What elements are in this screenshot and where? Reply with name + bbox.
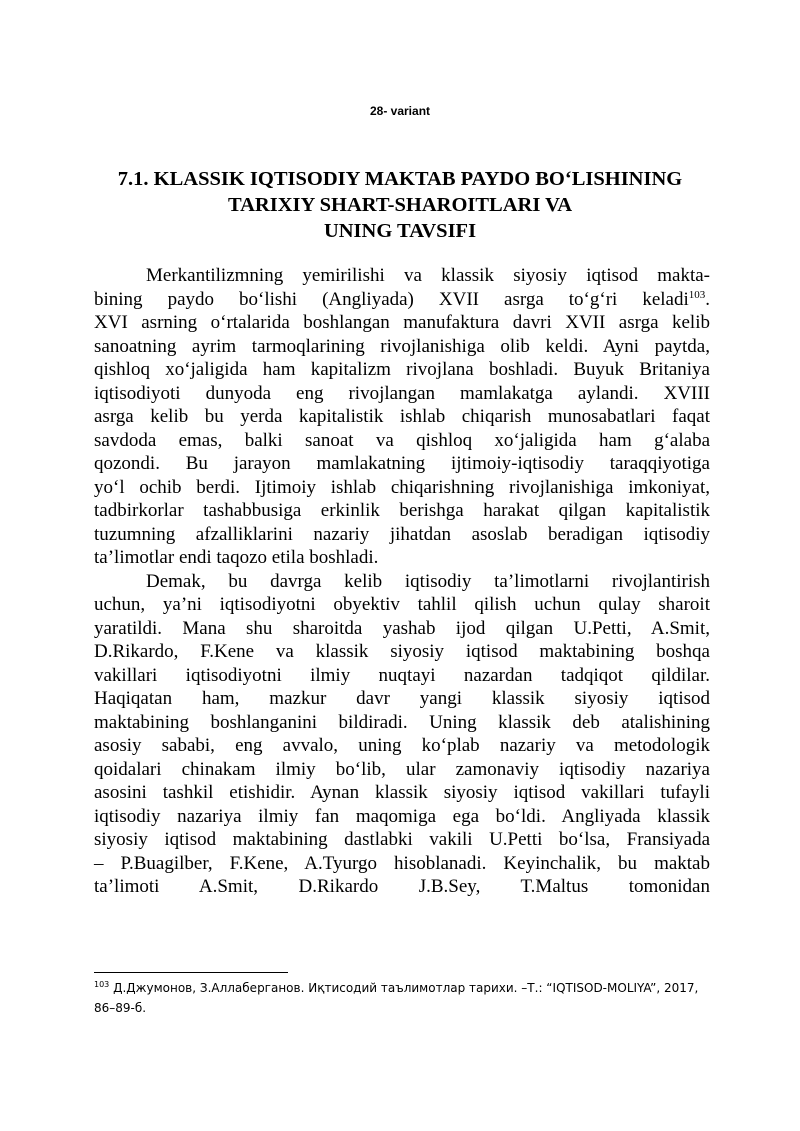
footnote-number: 103 [94,980,110,989]
text-line: qishloq xo‘jaligida ham kapitalizm rivojlana boshladi. Buyuk Britaniya [94,359,710,380]
title-line-2: TARIXIY SHART-SHAROITLARI VA [227,194,573,216]
text-line-content: bining paydo bo‘lishi (Angliyada) XVII asrga to‘g‘ri keladi [94,288,689,310]
text-line: uchun, ya’ni iqtisodiyotni obyektiv tahlil qilish uchun qulay sharoit [94,594,710,615]
text-line: yaratildi. Mana shu sharoitda yashab ijod qilgan U.Petti, A.Smit, [94,617,710,639]
text-line: tadbirkorlar tashabbusiga erkinlik berishga harakat qilgan kapitalistik [94,500,710,521]
text-line: – P.Buagilber, F.Kene, A.Tyurgo hisoblanadi. Keyinchalik, bu maktab [94,852,710,874]
text-line: asrga kelib bu yerda kapitalistik ishlab chiqarish munosabatlari faqat [94,406,710,427]
title-line-3: UNING TAVSIFI [323,220,477,242]
text-line: iqtisodiyoti dunyoda eng rivojlangan mamlakatga aylandi. XVIII [94,382,710,404]
text-line: siyosiy iqtisod maktabining dastlabki vakili U.Petti bo‘lsa, Fransiyada [94,829,710,850]
footnote [94,978,710,1018]
text-line: sanoatning ayrim tarmoqlarining rivojlanishiga olib keldi. Ayni paytda, [94,335,710,357]
text-line: bining paydo bo‘lishi (Angliyada) XVII asrga to‘g‘ri keladi$^{103}$. [94,288,710,310]
footnote-reference[interactable]: 103 [688,288,706,301]
text-line: yo‘l ochib berdi. Ijtimoiy ishlab chiqarishning rivojlanishiga imkoniyat, [94,476,710,498]
footnote-separator [94,972,288,973]
text-line: savdoda emas, balki sanoat va qishloq xo‘jaligida ham g‘alaba [94,429,710,451]
text-line: qozondi. Bu jarayon mamlakatning ijtimoiy-iqtisodiy taraqqiyotiga [94,453,710,474]
title-line-1: 7.1. KLASSIK IQTISODIY MAKTAB PAYDO BO‘LISHINING [117,168,683,190]
text-line: asosiy sababi, eng avvalo, uning ko‘plab nazariy va metodologik [94,735,710,756]
text-line: vakillari iqtisodiyotni ilmiy nuqtayi nazardan tadqiqot qildilar. [94,664,710,686]
text-line: iqtisodiy nazariya ilmiy fan maqomiga ega bo‘ldi. Angliyada klassik [94,805,710,827]
text-line: Demak, bu davrga kelib iqtisodiy ta’limotlarni rivojlantirish [146,570,710,592]
text-line: Merkantilizmning yemirilishi va klassik siyosiy iqtisod makta- [146,265,710,286]
text-line: tuzumning afzalliklarini nazariy jihatdan asoslab beradigan iqtisodiy [94,523,710,545]
text-line: XVI asrning o‘rtalarida boshlangan manufaktura davri XVII asrga kelib [94,312,710,333]
chapter-title [80,166,720,244]
body-text [94,264,710,899]
text-line: maktabining boshlanganini bildiradi. Uning klassik deb atalishining [94,711,710,733]
text-line: ta’limoti A.Smit, D.Rikardo J.B.Sey, T.Maltus tomonidan [94,876,710,897]
text-line: D.Rikardo, F.Kene va klassik siyosiy iqtisod maktabining boshqa [94,641,710,662]
text-line: qoidalari chinakam ilmiy bo‘lib, ular zamonaviy iqtisodiy nazariya [94,758,710,780]
text-line: asosini tashkil etishidir. Aynan klassik siyosiy iqtisod vakillari tufayli [94,782,710,803]
text-line: ta’limotlar endi taqozo etila boshladi. [94,547,379,568]
text-line: Haqiqatan ham, mazkur davr yangi klassik siyosiy iqtisod [94,688,710,709]
footnote-text: Д.Джумонов, З.Аллаберганов. Иқтисодий таълимотлар тарихи. –Т.: “IQTISOD-MOLIYA”, 2017, 86–89-б. [94,981,699,1015]
variant-label: 28- variant [369,104,431,118]
